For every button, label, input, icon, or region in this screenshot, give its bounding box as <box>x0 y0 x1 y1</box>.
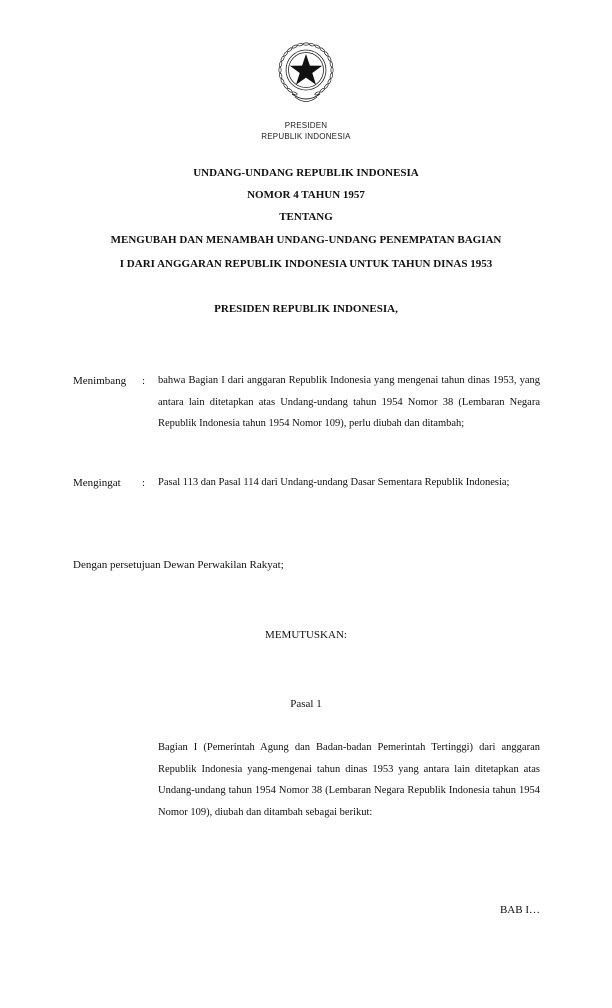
wreath-leaf <box>283 83 288 88</box>
wreath-leaf <box>297 43 303 46</box>
wreath-leaf <box>279 67 281 72</box>
memutuskan-heading: MEMUTUSKAN: <box>265 629 347 641</box>
wreath-leaf <box>324 83 329 88</box>
wreath-leaf <box>279 61 282 67</box>
wreath-leaf <box>287 47 292 52</box>
mengingat-label: Mengingat <box>73 477 121 489</box>
wreath-leaf <box>314 44 320 48</box>
president-heading: PRESIDEN REPUBLIK INDONESIA, <box>214 303 398 315</box>
wreath-leaf <box>327 78 331 84</box>
wreath-leaf <box>330 73 333 79</box>
wreath-leaf <box>279 73 282 79</box>
wreath-leaf <box>327 56 331 62</box>
wreath-leaf <box>331 67 333 72</box>
menimbang-colon: : <box>142 375 146 387</box>
wreath-leaf <box>309 43 315 46</box>
wreath-leaf <box>283 51 288 56</box>
wreath-leaf <box>280 56 284 62</box>
wreath-leaf <box>292 44 298 48</box>
wreath-leaf <box>324 51 329 56</box>
wreath-leaf <box>287 88 292 93</box>
emblem-caption-president: PRESIDEN <box>284 121 328 130</box>
menimbang-label: Menimbang <box>73 375 127 387</box>
wreath-leaf <box>303 43 308 45</box>
wreath-leaf <box>319 47 324 52</box>
presidential-emblem-icon <box>268 34 344 110</box>
menimbang-text: bahwa Bagian I dari anggaran Republik Indonesia yang mengenai tahun dinas 1953, yang antara lain ditetapkan atas Undang-undang tahun 1954 Nomor 38 (Lembaran Negara Republik Indonesia tahun 1954 Nomor 109), perlu diubah dan ditambah; <box>158 375 540 429</box>
pasal-1-heading: Pasal 1 <box>290 698 322 710</box>
emblem-caption-republic: REPUBLIK INDONESIA <box>261 132 351 141</box>
wreath-leaf <box>280 78 284 84</box>
law-subject-line1: MENGUBAH DAN MENAMBAH UNDANG-UNDANG PENEMPATAN BAGIAN <box>110 234 502 246</box>
law-number: NOMOR 4 TAHUN 1957 <box>247 189 365 201</box>
law-subject-line2: I DARI ANGGARAN REPUBLIK INDONESIA UNTUK TAHUN DINAS 1953 <box>119 258 493 270</box>
law-title: UNDANG-UNDANG REPUBLIK INDONESIA <box>193 167 419 179</box>
mengingat-text: Pasal 113 dan Pasal 114 dari Undang-undang Dasar Sementara Republik Indonesia; <box>158 477 510 488</box>
wreath-leaf <box>330 61 333 67</box>
law-tentang: TENTANG <box>279 211 333 223</box>
approval-statement: Dengan persetujuan Dewan Perwakilan Rakyat; <box>73 559 284 571</box>
continuation-marker: BAB I… <box>499 904 540 916</box>
mengingat-colon: : <box>142 477 146 489</box>
pasal-1-text: Bagian I (Pemerintah Agung dan Badan-badan Pemerintah Tertinggi) dari anggaran Republik Indonesia yang-mengenai tahun dinas 1953 yang antara lain ditetapkan atas Undang-undang tahun 1954 Nomor 38 (Lembaran Negara Republik Indonesia tahun 1954 Nomor 109), diubah dan ditambah sebagai berikut: <box>158 742 540 818</box>
wreath-leaf <box>319 88 324 93</box>
